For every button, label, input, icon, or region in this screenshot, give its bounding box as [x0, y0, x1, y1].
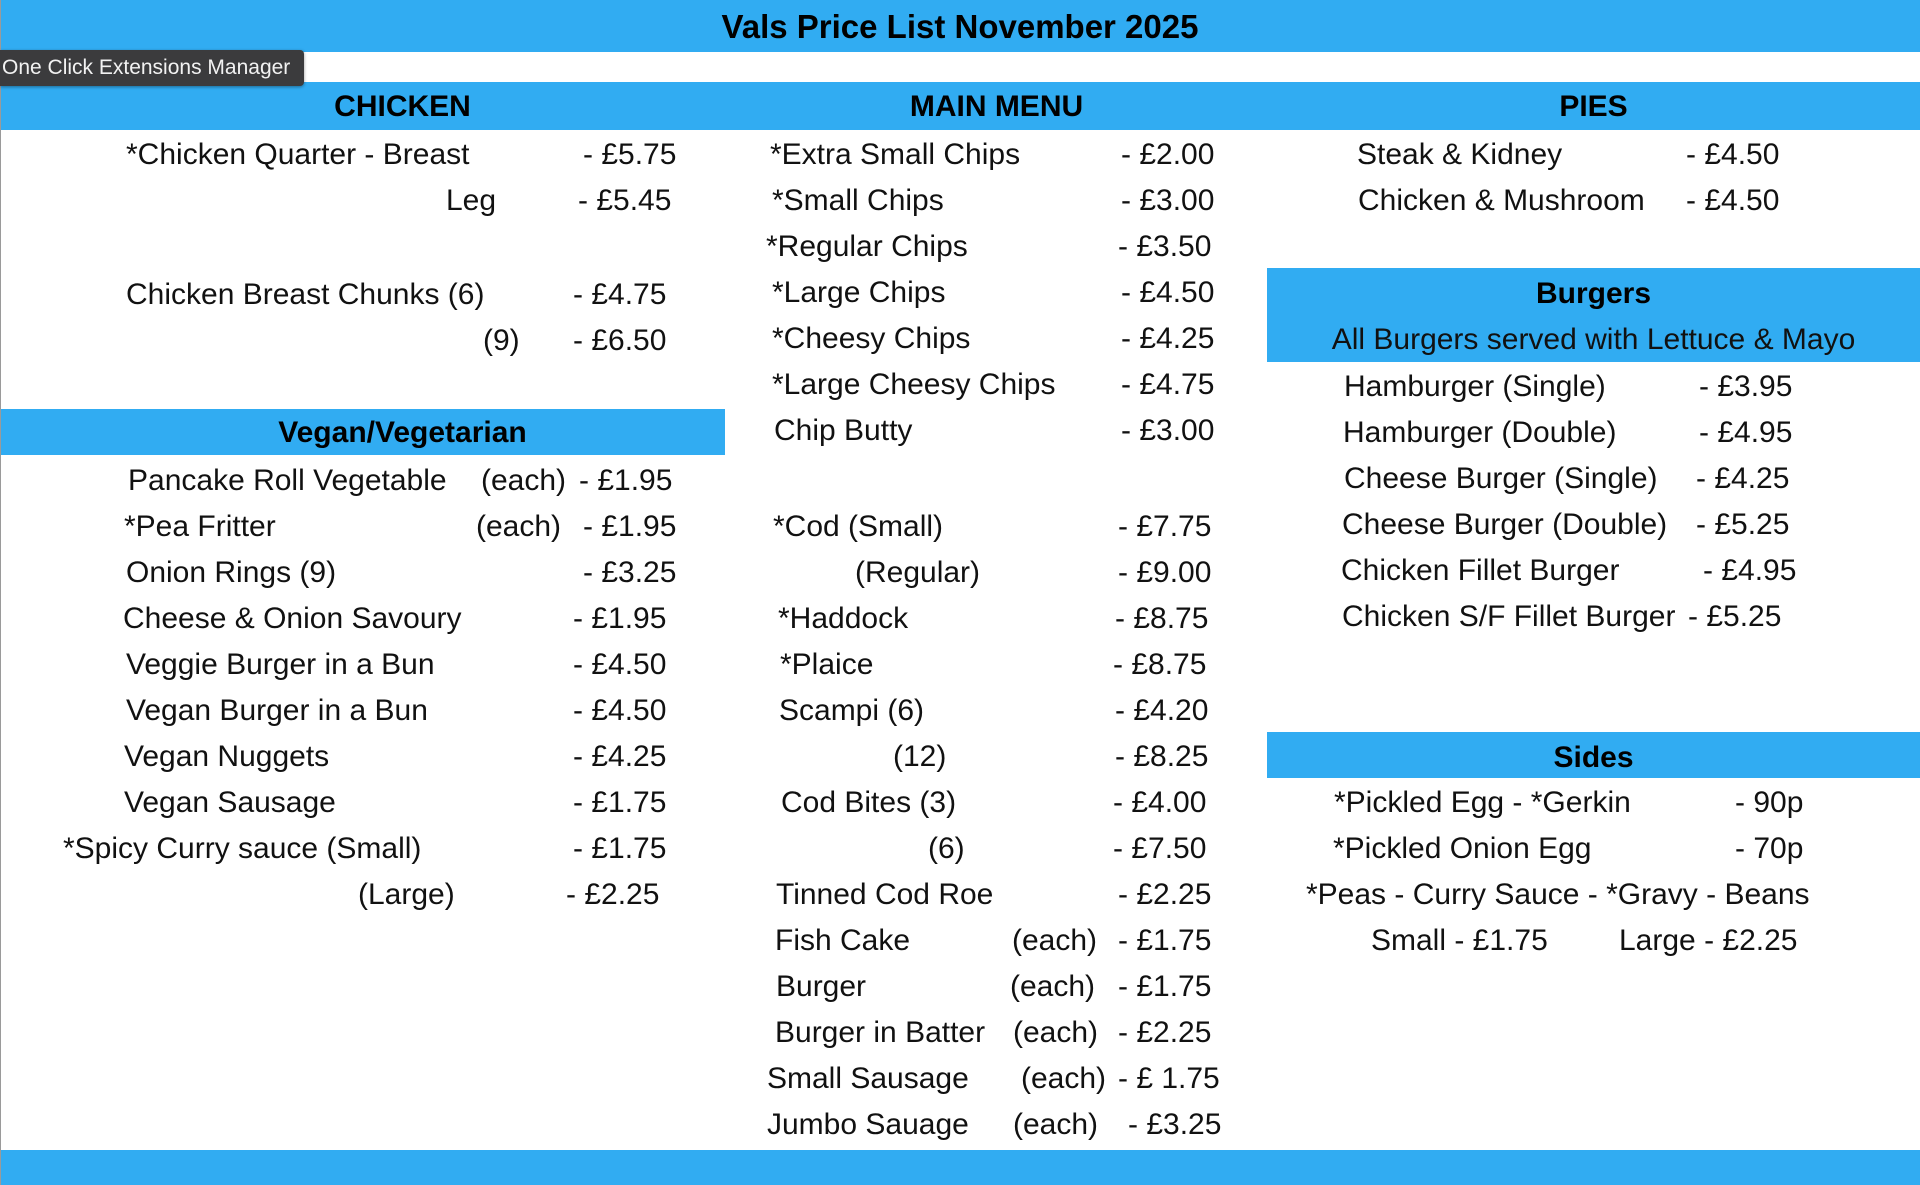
vegan-row-name: Onion Rings (9)	[126, 556, 337, 589]
main-row-name: (6)	[928, 832, 965, 865]
main-row-price: - £7.75	[1118, 510, 1212, 543]
main-row-price: - £8.25	[1115, 740, 1209, 773]
pies-row-price: - £4.50	[1686, 184, 1780, 217]
main-row-each: (each)	[1021, 1062, 1107, 1095]
burgers-row-price: - £4.95	[1699, 416, 1793, 449]
main-row-name: Fish Cake	[775, 924, 911, 957]
vegan-row-name: Vegan Sausage	[124, 786, 336, 819]
burgers-row-price: - £4.25	[1696, 462, 1790, 495]
sides-row-name: *Pickled Egg - *Gerkin	[1334, 786, 1631, 819]
vegan-row-price: - £4.25	[573, 740, 667, 773]
main-row-price: - £4.50	[1121, 276, 1215, 309]
main-menu-header: MAIN MENU	[909, 90, 1084, 123]
main-row-price: - £2.25	[1118, 1016, 1212, 1049]
vegan-row-name: Veggie Burger in a Bun	[126, 648, 435, 681]
main-row-name: *Regular Chips	[766, 230, 968, 263]
main-row-price: - £4.25	[1121, 322, 1215, 355]
main-row-name: Small Sausage	[767, 1062, 969, 1095]
vegan-row-price: - £1.75	[573, 832, 667, 865]
vegan-row-price: - £4.50	[573, 694, 667, 727]
footer-band	[0, 1150, 1920, 1185]
main-row-price: - £1.75	[1118, 970, 1212, 1003]
vegan-row-price: - £1.95	[583, 510, 677, 543]
main-row-price: - £4.75	[1121, 368, 1215, 401]
vegan-header: Vegan/Vegetarian	[278, 416, 527, 449]
main-row-price: - £7.50	[1113, 832, 1207, 865]
pies-row-name: Chicken & Mushroom	[1358, 184, 1645, 217]
chicken-row-name: (9)	[483, 324, 520, 357]
sheet-left-border	[0, 0, 1, 1185]
main-row-name: *Large Chips	[772, 276, 946, 309]
burgers-row-name: Chicken Fillet Burger	[1341, 554, 1620, 587]
main-row-price: - £3.50	[1118, 230, 1212, 263]
main-row-price: - £4.20	[1115, 694, 1209, 727]
main-row-name: Cod Bites (3)	[781, 786, 957, 819]
vegan-row-name: Pancake Roll Vegetable	[128, 464, 447, 497]
vegan-row-each: (each)	[476, 510, 562, 543]
pies-header: PIES	[1559, 90, 1628, 123]
main-row-name: Burger	[776, 970, 867, 1003]
pies-row-price: - £4.50	[1686, 138, 1780, 171]
burgers-row-name: Hamburger (Double)	[1343, 416, 1617, 449]
vegan-row-price: - £4.50	[573, 648, 667, 681]
burgers-row-price: - £4.95	[1703, 554, 1797, 587]
main-row-price: - £ 1.75	[1118, 1062, 1220, 1095]
burgers-header: Burgers	[1535, 277, 1652, 310]
sides-row-price: - 90p	[1735, 786, 1804, 819]
main-row-name: *Cheesy Chips	[772, 322, 971, 355]
burgers-row-name: Cheese Burger (Single)	[1344, 462, 1658, 495]
burgers-row-price: - £5.25	[1688, 600, 1782, 633]
main-row-name: Burger in Batter	[775, 1016, 986, 1049]
vegan-row-name: *Pea Fritter	[124, 510, 276, 543]
main-row-price: - £4.00	[1113, 786, 1207, 819]
main-row-name: *Large Cheesy Chips	[772, 368, 1056, 401]
main-row-price: - £3.00	[1121, 184, 1215, 217]
vegan-row-name: Cheese & Onion Savoury	[123, 602, 462, 635]
chicken-row-name: Leg	[446, 184, 497, 217]
vegan-row-price: - £1.75	[573, 786, 667, 819]
main-row-name: Jumbo Sauage	[767, 1108, 969, 1141]
vegan-row-each: (each)	[481, 464, 567, 497]
burgers-row-name: Hamburger (Single)	[1344, 370, 1606, 403]
sides-row-price: - 70p	[1735, 832, 1804, 865]
vegan-row-price: - £2.25	[566, 878, 660, 911]
chicken-row-price: - £5.45	[578, 184, 672, 217]
burgers-row-price: - £5.25	[1696, 508, 1790, 541]
vegan-row-name: *Spicy Curry sauce (Small)	[63, 832, 422, 865]
main-row-price: - £3.25	[1128, 1108, 1222, 1141]
chicken-header: CHICKEN	[334, 90, 471, 123]
main-row-name: *Small Chips	[772, 184, 944, 217]
vegan-row-name: Vegan Burger in a Bun	[126, 694, 428, 727]
main-row-name: Scampi (6)	[779, 694, 925, 727]
main-row-name: Chip Butty	[774, 414, 913, 447]
chicken-row-name: Chicken Breast Chunks (6)	[126, 278, 485, 311]
main-row-price: - £9.00	[1118, 556, 1212, 589]
main-row-price: - £2.25	[1118, 878, 1212, 911]
main-row-name: *Plaice	[780, 648, 874, 681]
sides-row-name: *Pickled Onion Egg	[1333, 832, 1592, 865]
vegan-row-name: (Large)	[358, 878, 455, 911]
burgers-subheader: All Burgers served with Lettuce & Mayo	[1331, 323, 1856, 356]
vegan-row-price: - £1.95	[579, 464, 673, 497]
main-row-price: - £1.75	[1118, 924, 1212, 957]
main-row-each: (each)	[1013, 1016, 1099, 1049]
main-row-name: Tinned Cod Roe	[776, 878, 994, 911]
chicken-row-price: - £6.50	[573, 324, 667, 357]
chicken-row-name: *Chicken Quarter - Breast	[126, 138, 470, 171]
main-row-name: *Extra Small Chips	[770, 138, 1021, 171]
sides-large-price: Large - £2.25	[1619, 924, 1798, 957]
sides-header: Sides	[1553, 741, 1634, 774]
vegan-row-price: - £1.95	[573, 602, 667, 635]
main-row-price: - £3.00	[1121, 414, 1215, 447]
main-row-each: (each)	[1012, 924, 1098, 957]
main-row-price: - £8.75	[1115, 602, 1209, 635]
main-row-price: - £8.75	[1113, 648, 1207, 681]
burgers-row-price: - £3.95	[1699, 370, 1793, 403]
burgers-row-name: Chicken S/F Fillet Burger	[1342, 600, 1676, 633]
vegan-row-price: - £3.25	[583, 556, 677, 589]
main-row-name: *Cod (Small)	[773, 510, 944, 543]
main-row-name: (12)	[893, 740, 947, 773]
extension-tooltip: One Click Extensions Manager	[0, 50, 304, 86]
main-row-name: *Haddock	[778, 602, 909, 635]
chicken-row-price: - £4.75	[573, 278, 667, 311]
vegan-row-name: Vegan Nuggets	[124, 740, 330, 773]
sides-small-price: Small - £1.75	[1371, 924, 1548, 957]
sides-options: *Peas - Curry Sauce - *Gravy - Beans	[1306, 878, 1810, 911]
chicken-row-price: - £5.75	[583, 138, 677, 171]
main-row-price: - £2.00	[1121, 138, 1215, 171]
burgers-row-name: Cheese Burger (Double)	[1342, 508, 1668, 541]
main-row-each: (each)	[1010, 970, 1096, 1003]
main-row-each: (each)	[1013, 1108, 1099, 1141]
main-row-name: (Regular)	[855, 556, 981, 589]
pies-row-name: Steak & Kidney	[1357, 138, 1563, 171]
page-title: Vals Price List November 2025	[721, 8, 1199, 45]
